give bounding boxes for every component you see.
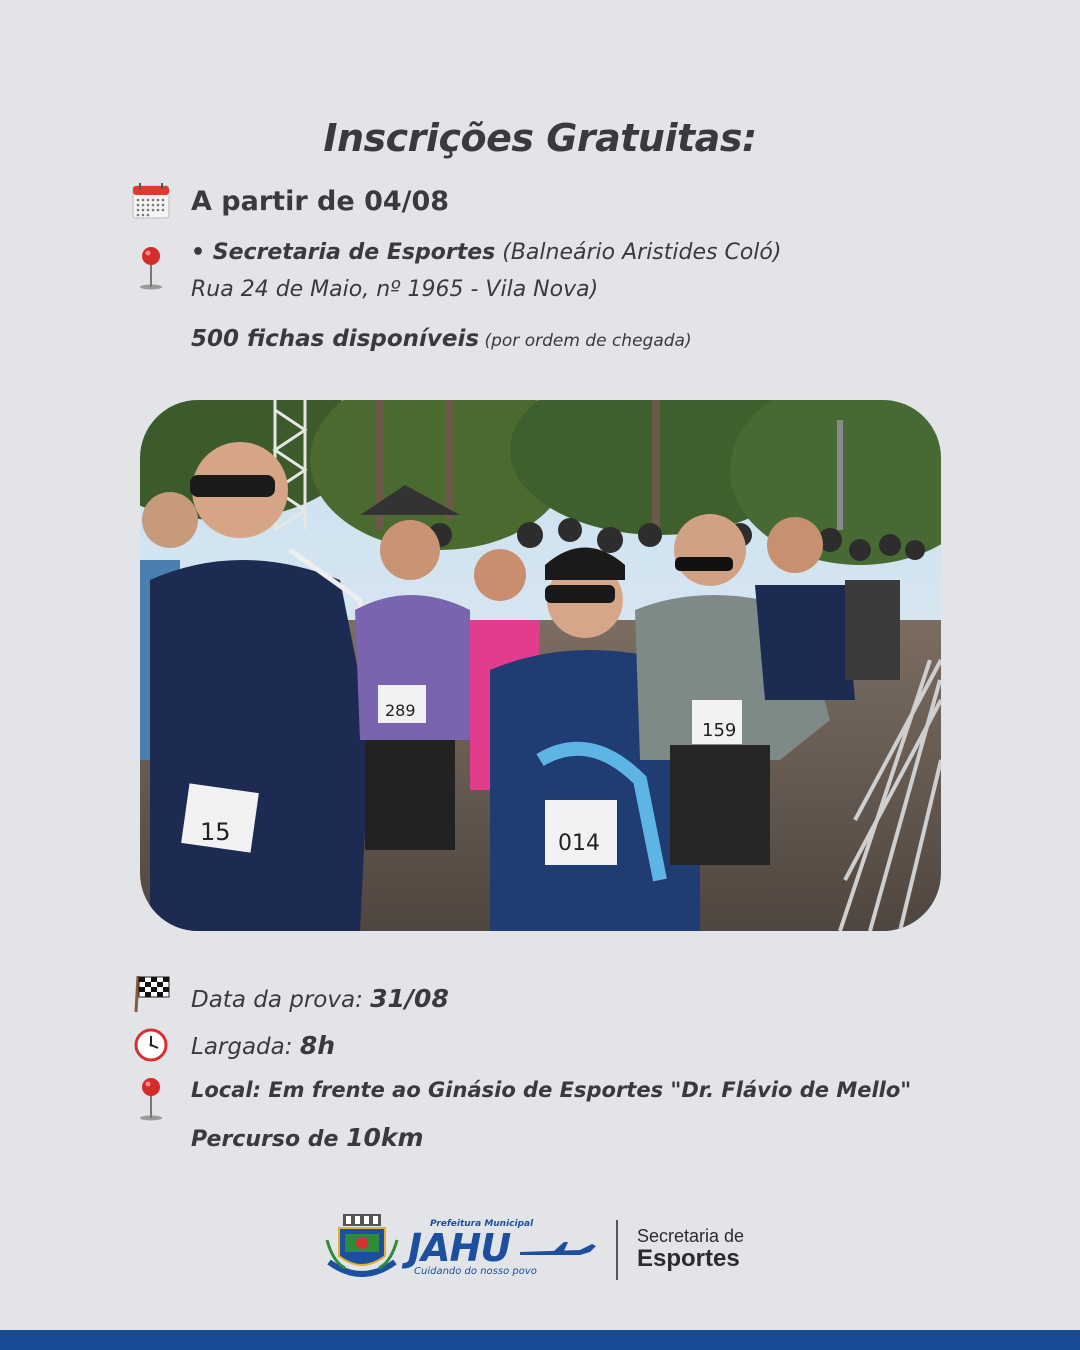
city-name-logo: JAHU — [408, 1226, 511, 1270]
bottom-bar — [0, 1330, 1080, 1350]
race-route-label: Percurso de — [191, 1127, 347, 1152]
location-pin-icon — [138, 1077, 164, 1121]
race-date — [191, 984, 449, 1013]
airplane-icon — [520, 1238, 598, 1262]
race-start-label: Largada: — [191, 1034, 300, 1060]
bib-number: 014 — [558, 831, 600, 856]
race-start — [191, 1031, 335, 1060]
bib-number: 15 — [200, 818, 231, 846]
clock-icon — [134, 1028, 168, 1062]
page-title: Inscrições Gratuitas: — [323, 116, 757, 160]
location-detail: (Balneário Aristides Coló) — [495, 240, 782, 265]
bib-number: 159 — [702, 720, 737, 741]
secretaria-label: Secretaria de — [637, 1226, 745, 1246]
location-pin-icon — [138, 246, 164, 290]
race-start-value: 8h — [299, 1031, 336, 1060]
race-location: Local: Em frente ao Ginásio de Esportes "Dr. Flávio de Mello" — [191, 1078, 912, 1102]
checkered-flag-icon — [134, 974, 172, 1014]
registration-date: A partir de 04/08 — [191, 186, 450, 217]
fichas-info — [191, 326, 692, 352]
municipal-tagline: Cuidando do nosso povo — [414, 1266, 537, 1277]
registration-location — [191, 240, 781, 265]
race-route-value: 10km — [346, 1123, 424, 1152]
registration-address: Rua 24 de Maio, nº 1965 - Vila Nova) — [191, 277, 599, 302]
runners-photo — [140, 400, 941, 931]
calendar-icon — [132, 182, 170, 220]
location-name: • Secretaria de Esportes — [191, 240, 496, 265]
fichas-note: (por ordem de chegada) — [479, 331, 692, 351]
bib-number: 289 — [385, 701, 416, 720]
fichas-count: 500 fichas disponíveis — [191, 326, 480, 352]
secretaria-name: Esportes — [637, 1245, 740, 1272]
race-date-label: Data da prova: — [191, 987, 371, 1013]
city-coat-of-arms-logo — [325, 1212, 399, 1288]
municipal-label: Prefeitura Municipal — [430, 1219, 534, 1229]
race-date-value: 31/08 — [370, 984, 449, 1013]
race-route — [191, 1123, 424, 1152]
footer-divider — [616, 1220, 618, 1280]
